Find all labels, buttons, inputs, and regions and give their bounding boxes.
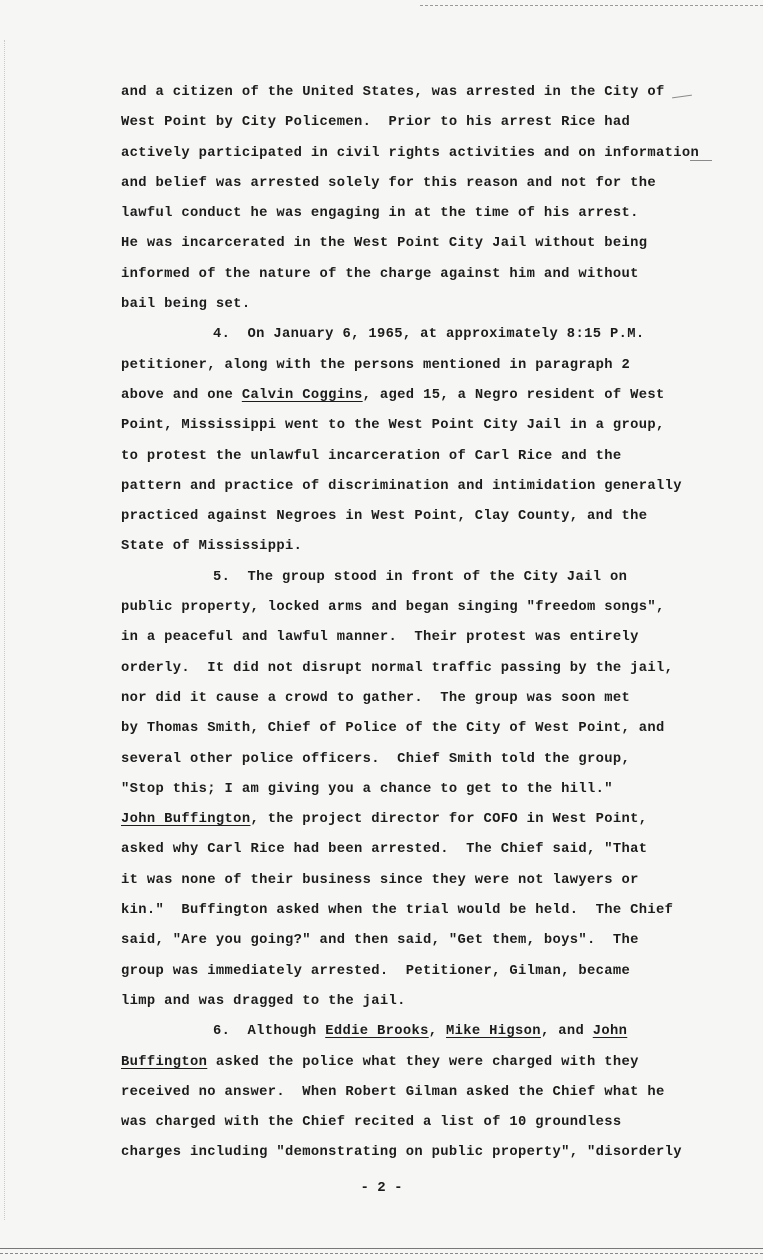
- text-line: [121, 684, 741, 714]
- text-line: [121, 714, 741, 744]
- text-line: [121, 926, 741, 956]
- text-segment: nor did it cause a crowd to gather. The group was soon met: [121, 690, 631, 706]
- underlined-name: Eddie Brooks: [325, 1024, 429, 1040]
- text-line: [121, 139, 741, 169]
- text-line: [121, 411, 741, 441]
- text-segment: asked the police what they were charged with they: [207, 1054, 639, 1070]
- text-segment: above and one: [121, 387, 242, 403]
- text-segment: orderly. It did not disrupt normal traffic passing by the jail,: [121, 660, 674, 676]
- text-segment: several other police officers. Chief Smith told the group,: [121, 751, 631, 767]
- left-margin-mark: [4, 40, 6, 1220]
- text-segment: it was none of their business since they were not lawyers or: [121, 872, 639, 888]
- text-line: [121, 957, 741, 987]
- text-line: [121, 1078, 741, 1108]
- text-segment: petitioner, along with the persons mentioned in paragraph 2: [121, 357, 631, 373]
- text-line: [121, 442, 741, 472]
- text-segment: and a citizen of the United States, was arrested in the City of: [121, 85, 665, 100]
- text-segment: He was incarcerated in the West Point City Jail without being: [121, 236, 648, 252]
- bottom-edge-line: [0, 1248, 763, 1249]
- text-line: [121, 199, 741, 229]
- text-segment: , the project director for COFO in West Point,: [250, 812, 648, 828]
- text-segment: practiced against Negroes in West Point, Clay County, and the: [121, 509, 648, 525]
- text-line: [121, 987, 741, 1017]
- text-segment: 4. On January 6, 1965, at approximately 8:15 P.M.: [213, 327, 645, 343]
- text-line: [121, 502, 741, 532]
- text-line: [121, 260, 741, 290]
- text-line: [121, 835, 741, 865]
- text-segment: pattern and practice of discrimination and intimidation generally: [121, 478, 682, 494]
- text-line: [121, 1048, 741, 1078]
- text-line: [121, 290, 741, 320]
- text-segment: "Stop this; I am giving you a chance to get to the hill.": [121, 781, 613, 797]
- text-segment: 6. Although: [213, 1024, 326, 1040]
- text-segment: State of Mississippi.: [121, 539, 303, 555]
- text-line: [121, 866, 741, 896]
- underlined-name: Calvin Coggins: [241, 387, 363, 403]
- text-line: [121, 896, 741, 926]
- text-line: [121, 745, 741, 775]
- text-line: [121, 775, 741, 805]
- text-line: [121, 108, 741, 138]
- text-segment: informed of the nature of the charge against him and without: [121, 266, 639, 282]
- bottom-edge-dash: [0, 1253, 763, 1254]
- text-segment: kin." Buffington asked when the trial would be held. The Chief: [121, 903, 674, 919]
- body-text: [121, 78, 741, 1169]
- top-edge-mark: [420, 0, 763, 6]
- text-segment: received no answer. When Robert Gilman asked the Chief what he: [121, 1084, 665, 1100]
- text-line: [121, 654, 741, 684]
- text-segment: Point, Mississippi went to the West Point City Jail in a group,: [121, 418, 665, 434]
- text-segment: to protest the unlawful incarceration of Carl Rice and the: [121, 448, 622, 464]
- text-line: [121, 532, 741, 562]
- text-segment: by Thomas Smith, Chief of Police of the City of West Point, and: [121, 721, 665, 737]
- text-line: [121, 1108, 741, 1138]
- text-segment: 5. The group stood in front of the City Jail on: [213, 569, 628, 585]
- text-line: [121, 805, 741, 835]
- text-line: [121, 563, 741, 593]
- text-segment: in a peaceful and lawful manner. Their protest was entirely: [121, 630, 639, 646]
- underlined-name: Buffington: [121, 1054, 208, 1070]
- text-segment: asked why Carl Rice had been arrested. The Chief said, "That: [121, 842, 648, 858]
- text-line: [121, 381, 741, 411]
- text-segment: was charged with the Chief recited a list of 10 groundless: [121, 1115, 622, 1131]
- text-segment: lawful conduct he was engaging in at the time of his arrest.: [121, 206, 639, 222]
- text-segment: said, "Are you going?" and then said, "Get them, boys". The: [121, 933, 639, 949]
- text-segment: public property, locked arms and began singing "freedom songs",: [121, 600, 665, 616]
- text-segment: charges including "demonstrating on public property", "disorderly: [121, 1145, 682, 1161]
- text-segment: actively participated in civil rights activities and on information: [121, 145, 700, 161]
- text-segment: limp and was dragged to the jail.: [121, 993, 406, 1009]
- text-line: [121, 1017, 741, 1047]
- text-line: [121, 169, 741, 199]
- text-line: [121, 351, 741, 381]
- text-segment: bail being set.: [121, 297, 251, 313]
- underlined-name: John Buffington: [121, 812, 251, 828]
- text-segment: group was immediately arrested. Petitioner, Gilman, became: [121, 963, 631, 979]
- text-line: [121, 229, 741, 259]
- text-segment: , and: [540, 1024, 593, 1040]
- underlined-name: Mike Higson: [446, 1024, 541, 1040]
- text-segment: ,: [428, 1024, 447, 1040]
- text-line: [121, 472, 741, 502]
- text-line: [121, 623, 741, 653]
- text-line: [121, 320, 741, 350]
- text-segment: , aged 15, a Negro resident of West: [362, 387, 665, 403]
- text-segment: West Point by City Policemen. Prior to his arrest Rice had: [121, 115, 631, 131]
- page-number: - 2 -: [360, 1180, 403, 1196]
- text-segment: and belief was arrested solely for this reason and not for the: [121, 175, 657, 191]
- text-line: [121, 593, 741, 623]
- text-line: [121, 1138, 741, 1168]
- text-line: [121, 78, 741, 108]
- underlined-name: John: [592, 1024, 628, 1040]
